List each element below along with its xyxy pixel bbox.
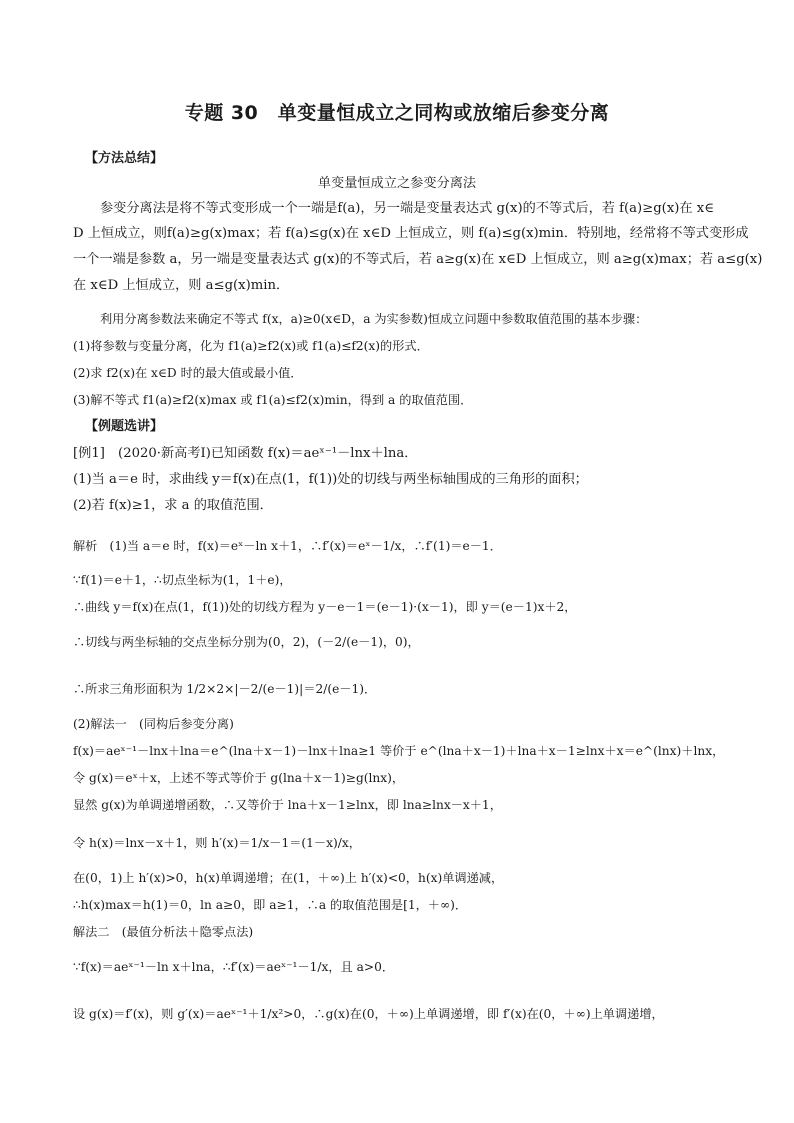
step-item: (2)求 f2(x)在 x∈D 时的最大值或最小值． [73,366,303,380]
solution-line: 在(0，1)上 h′(x)>0，h(x)单调递增；在(1，＋∞)上 h′(x)<0，h(x)单调递减， [73,871,504,885]
solution-line: 显然 g(x)为单调递增函数，∴又等价于 lna＋x－1≥lnx，即 lna≥lnx－x＋1， [73,798,502,812]
solution-line: ∵f(x)＝aeˣ⁻¹－ln x＋lna，∴f′(x)＝aeˣ⁻¹－1/x，且 a>0． [73,960,395,974]
method-heading: 【方法总结】 [85,151,164,166]
steps-intro: 利用分离参数法来确定不等式 f(x，a)≥0(x∈D，a 为实参数)恒成立问题中参数取值范围的基本步骤： [100,312,648,326]
page-title: 专题 30 单变量恒成立之同构或放缩后参变分离 [184,102,610,124]
example-line: [例1] (2020·新高考Ⅰ)已知函数 f(x)＝aeˣ⁻¹－lnx＋lna． [73,446,418,461]
intro-line: 参变分离法是将不等式变形成一个一端是f(a)，另一端是变量表达式 g(x)的不等式后，若 f(a)≥g(x)在 x∈ [100,201,714,216]
solution-line: ∵f(1)＝e＋1，∴切点坐标为(1，1＋e)， [73,573,292,587]
intro-line: 在 x∈D 上恒成立，则 a≤g(x)min． [73,278,290,293]
method-subtitle: 单变量恒成立之参变分离法 [317,176,477,191]
step-item: (3)解不等式 f1(a)≥f2(x)max 或 f1(a)≤f2(x)min，得到 a 的取值范围． [73,393,473,407]
solution-line: f(x)＝aeˣ⁻¹－lnx＋lna＝e^(lna＋x－1)－lnx＋lna≥1 等价于 e^(lna＋x－1)＋lna＋x－1≥lnx＋x＝e^(lnx)＋lnx， [73,744,725,758]
step-item: (1)将参数与变量分离，化为 f1(a)≥f2(x)或 f1(a)≤f2(x)的形式． [73,339,429,353]
solution-line: ∴切线与两坐标轴的交点坐标分别为(0，2)，(－2/(e－1)，0)， [73,635,420,649]
solution-line: 令 g(x)＝eˣ＋x，上述不等式等价于 g(lna＋x－1)≥g(lnx)， [73,771,405,785]
solution-line: 设 g(x)＝f′(x)，则 g′(x)＝aeˣ⁻¹＋1/x²>0，∴g(x)在(0，＋∞)上单调递增，即 f′(x)在(0，＋∞)上单调递增， [73,1007,664,1021]
solution-line: ∴所求三角形面积为 1/2×2×|－2/(e－1)|＝2/(e－1)． [73,682,377,696]
solution-line: 令 h(x)＝lnx－x＋1，则 h′(x)＝1/x－1＝(1－x)/x， [73,836,361,850]
intro-line: 一个一端是参数 a，另一端是变量表达式 g(x)的不等式后，若 a≥g(x)在 x∈D 上恒成立，则 a≥g(x)max；若 a≤g(x) [73,252,763,267]
example-line: (2)若 f(x)≥1，求 a 的取值范围． [73,498,273,513]
solution-line: ∴h(x)max＝h(1)＝0，ln a≥0，即 a≥1，∴a 的取值范围是[1，＋∞)． [73,898,468,912]
intro-line: D 上恒成立，则f(a)≥g(x)max；若 f(a)≤g(x)在 x∈D 上恒成立，则 f(a)≤g(x)min．特别地，经常将不等式变形成 [73,226,749,241]
solution-line: 解法二 (最值分析法＋隐零点法) [73,925,254,939]
solution-line: ∴曲线 y＝f(x)在点(1，f(1))处的切线方程为 y－e－1＝(e－1)·(x－1)，即 y＝(e－1)x＋2， [73,600,577,614]
solution-line: (2)解法一 (同构后参变分离) [73,717,234,731]
example-line: (1)当 a＝e 时，求曲线 y＝f(x)在点(1，f(1))处的切线与两坐标轴围成的三角形的面积； [73,472,588,487]
solution-line: 解析 (1)当 a＝e 时，f(x)＝eˣ－ln x＋1，∴f′(x)＝eˣ－1/x，∴f′(1)＝e－1． [73,539,502,553]
example-heading: 【例题选讲】 [85,419,164,434]
